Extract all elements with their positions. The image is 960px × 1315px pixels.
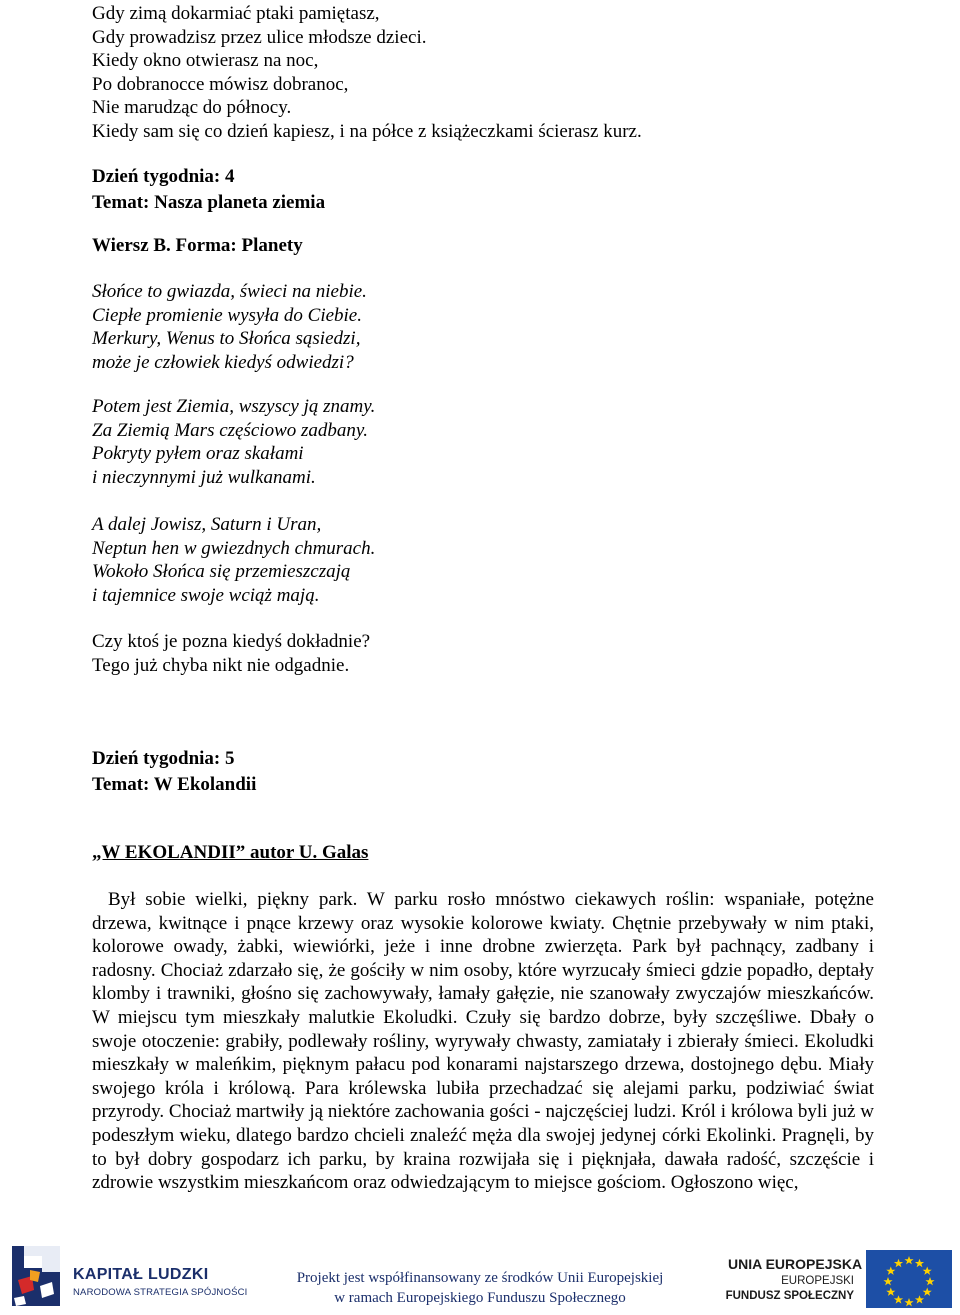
poem-line: Słońce to gwiazda, świeci na niebie. <box>92 281 367 302</box>
poem-heading: Wiersz B. Forma: Planety <box>92 235 303 256</box>
poem-stanza-3 <box>92 513 375 607</box>
poem-stanza-4 <box>92 630 370 677</box>
eu-flag-icon <box>866 1250 952 1308</box>
day4-header <box>92 164 325 216</box>
kapital-ludzki-subtitle: NARODOWA STRATEGIA SPÓJNOŚCI <box>73 1287 248 1298</box>
verse-line: Kiedy okno otwierasz na noc, <box>92 50 319 71</box>
topic-title: Temat: Nasza planeta ziemia <box>92 192 326 213</box>
kapital-ludzki-title: KAPITAŁ LUDZKI <box>73 1266 209 1283</box>
poem-line: Ciepłe promienie wysyła do Ciebie. <box>92 304 362 326</box>
poem-line: Neptun hen w gwiezdnych chmurach. <box>92 537 376 559</box>
verse-line: Gdy prowadzisz przez ulice młodsze dzieci. <box>92 26 427 48</box>
verse-line: Kiedy sam się co dzień kapiesz, i na półce z książeczkami ścierasz kurz. <box>92 120 642 142</box>
kapital-ludzki-logo-icon <box>10 1242 70 1310</box>
funding-line-1: Projekt jest współfinansowany ze środków Unii Europejskiej <box>296 1270 664 1286</box>
day5-header <box>92 746 256 798</box>
poem-line: Tego już chyba nikt nie odgadnie. <box>92 654 350 676</box>
verse-line: Gdy zimą dokarmiać ptaki pamiętasz, <box>92 3 380 24</box>
intro-verse <box>92 2 642 143</box>
poem-line: i nieczynnymi już wulkanami. <box>92 466 316 488</box>
eu-subtitle: EUROPEJSKI <box>781 1275 854 1287</box>
poem-line: A dalej Jowisz, Saturn i Uran, <box>92 514 322 535</box>
eu-fund-name: FUNDUSZ SPOŁECZNY <box>725 1290 854 1302</box>
poem-line: Za Ziemią Mars częściowo zadbany. <box>92 419 369 441</box>
day-number: Dzień tygodnia: 5 <box>92 748 235 769</box>
story-paragraph: Był sobie wielki, piękny park. W parku rosło mnóstwo ciekawych roślin: wspaniałe, potężne drzewa, kwitnące i pnące krzewy oraz wysokie kolorowe kwiaty. Chętnie przebywały w nim ptaki, kolorowe owady, żabki, wiewiórki, jeże i inne drobne zwierzęta. Park był pachnący, zadbany i radosny. Chociaż zdarzało się, że gościły w nim osoby, które wyrzucały śmieci gdzie popadło, deptały klomby i trawniki, głośno się zachowywały, łamały gałęzie, nie szanowały zwyczajów mieszkańców. W miejscu tym mieszkały malutkie Ekoludki. Czuły się bardzo dobrze, były szczęśliwe. Dbały o swoje otoczenie: grabiły, podlewały rośliny, wyrywały chwasty, zamiatały i zbierały śmieci. Ekoludki mieszkały w maleńkim, pięknym pałacu pod konarami najstarszego drzewa, dostojnego dębu. Miały swojego króla i królową. Para królewska lubiła przechadzać się alejami parku, podziwiać świat przyrody. Chociaż martwiły ją niektóre zachowania gości - najczęściej ludzi. Król i królowa byli już w podeszłym wieku, dlatego bardzo chcieli znaleźć męża dla swojej jedynej córki Ekolinki. Pragnęli, by to był dobry gospodarz ich parku, by kraina rozwijała się i pięknjała, dawała radość, szczęście i zdrowie wszystkim mieszkańcom oraz odwiedzającym to miejsce gościom. Ogłoszono więc, <box>92 889 874 1194</box>
topic-title: Temat: W Ekolandii <box>92 774 257 795</box>
eu-title: UNIA EUROPEJSKA <box>728 1256 863 1272</box>
poem-line: może je człowiek kiedyś odwiedzi? <box>92 351 354 373</box>
verse-line: Nie marudząc do północy. <box>92 97 292 118</box>
poem-line: Wokoło Słońca się przemieszczają <box>92 561 351 582</box>
poem-line: Merkury, Wenus to Słońca sąsiedzi, <box>92 328 361 349</box>
story-heading: „W EKOLANDII” autor U. Galas <box>92 842 369 863</box>
funding-note <box>290 1268 670 1308</box>
poem-line: Pokryty pyłem oraz skałami <box>92 443 304 464</box>
story-heading-wrap <box>92 842 368 864</box>
poem-line: Potem jest Ziemia, wszyscy ją znamy. <box>92 396 376 417</box>
day-number: Dzień tygodnia: 4 <box>92 166 235 187</box>
poem-line: i tajemnice swoje wciąż mają. <box>92 584 320 606</box>
poem-stanza-1 <box>92 280 367 374</box>
poem-heading-wrap <box>92 233 303 259</box>
verse-line: Po dobranocce mówisz dobranoc, <box>92 73 349 95</box>
poem-stanza-2 <box>92 395 375 489</box>
poem-line: Czy ktoś je pozna kiedyś dokładnie? <box>92 631 371 652</box>
funding-line-2: w ramach Europejskiego Funduszu Społecznego <box>334 1290 626 1306</box>
